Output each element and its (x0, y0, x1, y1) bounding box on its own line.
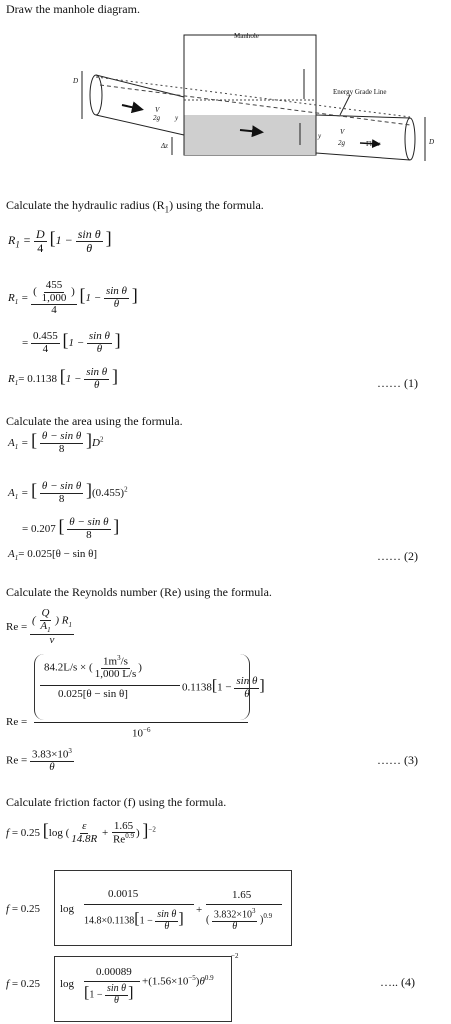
section4-heading: Calculate friction factor (f) using the formula. (6, 795, 227, 809)
f-step2-den: [1 − $\frac{\text{sin θ}}{\theta}$ ] (84, 983, 134, 1006)
re-step1-bar (40, 685, 180, 686)
section1-heading: Calculate the hydraulic radius $(R_1)$ using the formula. (6, 198, 264, 215)
f-step1-log: log (60, 903, 75, 915)
f-step1-den2: ( $\frac{3.832\times 10^3}{\theta}$ )$^{0.9}$ (206, 907, 273, 932)
f-step2-log: log (60, 978, 75, 990)
f-step1-bar2 (206, 904, 282, 905)
flow-label: Flow (366, 140, 381, 148)
v2-den-label: 2g (338, 139, 345, 147)
d-right-label: D (429, 138, 435, 146)
f-step1-plus: + (196, 904, 203, 916)
eq-number-4: ….. (4) (380, 975, 415, 989)
f-step1-num2: 1.65 (232, 889, 252, 901)
v1-label: V (155, 106, 160, 114)
re-step1-den: 0.025[θ − sin θ] (58, 688, 128, 700)
re-step1-coef: 0.1138[1 − $\frac{\text{sin θ}}{\theta}$ ] (182, 675, 265, 700)
f-step2-bar (84, 981, 140, 982)
manhole-diagram (60, 25, 440, 175)
eq-number-1: …… (1) (377, 376, 418, 390)
r1-step2: = $\frac{0.455}{4}$ [1 − $\frac{\text{sin θ}}{\theta}$ ] (22, 330, 121, 355)
egl-label: Energy Grade Line (333, 88, 387, 96)
re-step1-mainbar (34, 722, 248, 723)
area-formula: $A_1$ = [ $\frac{\text{θ − sin θ}}{8}$ ]$D^2$ (8, 430, 104, 455)
v1-den-label: 2g (153, 114, 160, 122)
re-step1-denom: $10^{-6}$ (132, 726, 151, 740)
f-step1-den: 14.8×0.1138[1 − $\frac{\text{sin θ}}{\theta}$ ] (84, 909, 184, 932)
re-step1-num: 84.2L/s × ( $\frac{1m^3/s}{1,000 L/s}$ ) (44, 654, 142, 681)
re-step1-lhs: Re = (6, 716, 28, 728)
f-step1-num: 0.0015 (108, 888, 139, 900)
v2-label: V (340, 128, 345, 136)
f-step2-bracket (54, 956, 232, 1022)
area-result: $A_1= 0.025[\theta - \sin \theta]$ (8, 548, 98, 563)
area-step2: = 0.207 [ $\frac{\text{θ − sin θ}}{8}$ ] (22, 516, 120, 541)
manhole-label: Manhole (234, 32, 259, 40)
r1-step1: $R_1$ = ( $\frac{455}{1,000}$ ) 4 [1 − $\frac{\text{sin θ}}{\theta}$ ] (8, 279, 138, 317)
f-step2-num: 0.00089 (96, 966, 132, 978)
area-step1: $A_1$ = [ $\frac{\text{θ − sin θ}}{8}$ ]$(0.455)^2$ (8, 480, 128, 505)
f-step2-exp: −2 (231, 952, 239, 960)
intro-text: Draw the manhole diagram. (6, 2, 140, 16)
re-formula: Re = ( $\frac{Q}{A_1}$ ) $R_1$ ν (6, 607, 72, 647)
f-step2-lhs: f = 0.25 (6, 978, 41, 990)
y1-label: y (175, 114, 179, 122)
eq-number-2: …… (2) (377, 549, 418, 563)
f-step1-bar (84, 904, 194, 905)
f-step2-mid: $+(1.56\times 10^{-5})\theta^{0.9}$ (142, 974, 214, 988)
eq-number-3: …… (3) (377, 753, 418, 767)
d-left-label: D (73, 77, 79, 85)
f-formula: f = 0.25 [log ( $\frac{\varepsilon}{14.8R}$ + $\frac{1.65}{Re^{0.9}}$ ) ]$^{-2}$ (6, 819, 156, 846)
dz-label: Δz (161, 142, 168, 150)
f-step1-lhs: f = 0.25 (6, 903, 41, 915)
r1-formula: $R_1$ = $\frac{D}{4}$ [1 − $\frac{\text{sin θ}}{\theta}$ ] (8, 227, 112, 255)
r1-result: $R_1= 0.1138$ [1 − $\frac{\text{sin θ}}{\theta}$ ] (8, 366, 118, 391)
section3-heading: Calculate the Reynolds number (Re) using the formula. (6, 585, 272, 599)
y2-label: y (318, 132, 322, 140)
section2-heading: Calculate the area using the formula. (6, 414, 183, 428)
re-result: Re = $\frac{3.83\times 10^3}{\theta}$ (6, 747, 72, 774)
